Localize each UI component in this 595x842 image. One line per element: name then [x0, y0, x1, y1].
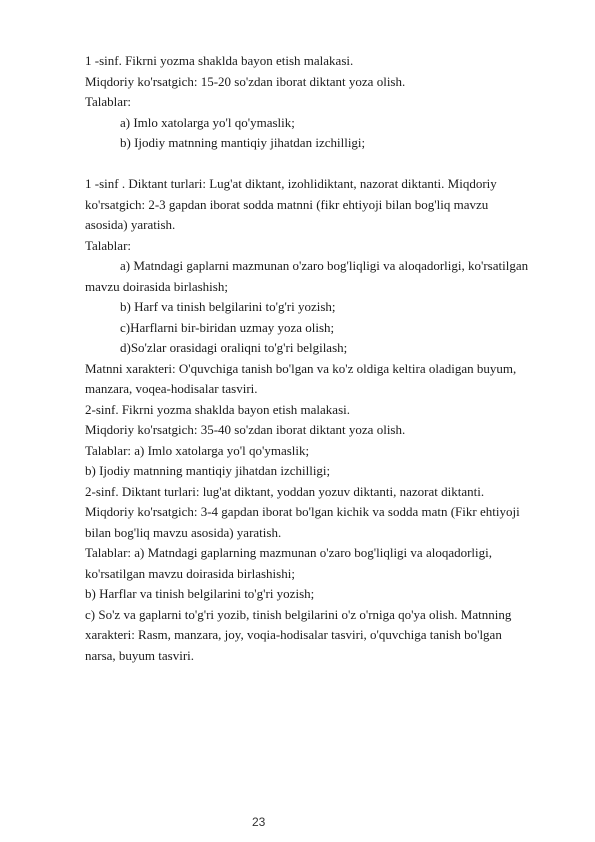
- list-item: a) Imlo xatolarga yo'l qo'ymaslik;: [120, 114, 295, 130]
- paragraph-line: Talablar: a) Imlo xatolarga yo'l qo'ymaslik;: [85, 442, 310, 458]
- paragraph-line: 2-sinf. Diktant turlari: lug'at diktant, yoddan yozuv diktanti, nazorat diktanti.: [85, 483, 485, 499]
- list-item: d)So'zlar orasidagi oraliqni to'g'ri belgilash;: [120, 340, 348, 355]
- list-item: c)Harflarni bir-biridan uzmay yoza olish;: [120, 319, 335, 335]
- list-item: b) Ijodiy matnning mantiqiy jihatdan izchilligi;: [120, 135, 366, 150]
- paragraph-line: bilan bog'liq mavzu asosida) yaratish.: [85, 524, 282, 540]
- paragraph-line: 1 -sinf. Fikrni yozma shaklda bayon etish malakasi.: [85, 53, 354, 68]
- paragraph-line: Miqdoriy ko'rsatgich: 35-40 so'zdan iborat diktant yoza olish.: [85, 422, 406, 437]
- list-item: a) Matndagi gaplarni mazmunan o'zaro bog'liqligi va aloqadorligi, ko'rsatilgan: [120, 258, 529, 273]
- paragraph-line: mavzu doirasida birlashish;: [85, 278, 228, 294]
- paragraph-line: ko'rsatilgan mavzu doirasida birlashishi;: [85, 565, 295, 581]
- paragraph-line: 2-sinf. Fikrni yozma shaklda bayon etish malakasi.: [85, 401, 351, 417]
- paragraph-line: Miqdoriy ko'rsatgich: 3-4 gapdan iborat bo'lgan kichik va sodda matn (Fikr ehtiyoji: [85, 504, 520, 519]
- blank-line: [85, 154, 565, 175]
- paragraph-line: Miqdoriy ko'rsatgich: 15-20 so'zdan iborat diktant yoza olish.: [85, 73, 406, 89]
- paragraph-line: manzara, voqea-hodisalar tasviri.: [85, 381, 258, 396]
- paragraph-line: b) Ijodiy matnning mantiqiy jihatdan izchilligi;: [85, 463, 331, 478]
- paragraph-line: Talablar: a) Matndagi gaplarning mazmunan o'zaro bog'liqligi va aloqadorligi,: [85, 545, 493, 560]
- page-number: 23: [252, 815, 266, 829]
- paragraph-line: 1 -sinf . Diktant turlari: Lug'at diktant, izohlidiktant, nazorat diktanti. Miqdoriy: [85, 176, 497, 191]
- paragraph-line: Talablar:: [85, 94, 132, 109]
- paragraph-line: b) Harflar va tinish belgilarini to'g'ri yozish;: [85, 586, 315, 601]
- paragraph-line: asosida) yaratish.: [85, 217, 176, 232]
- paragraph-line: ko'rsatgich: 2-3 gapdan iborat sodda matnni (fikr ehtiyoji bilan bog'liq mavzu: [85, 196, 489, 212]
- paragraph-line: xarakteri: Rasm, manzara, joy, voqia-hodisalar tasviri, o'quvchiga tanish bo'lgan: [85, 627, 502, 642]
- paragraph-line: Matnni xarakteri: O'quvchiga tanish bo'lgan va ko'z oldiga keltira oladigan buyum,: [85, 360, 517, 376]
- paragraph-line: c) So'z va gaplarni to'g'ri yozib, tinish belgilarini o'z o'rniga qo'ya olish. Matnning: [85, 606, 512, 622]
- list-item: b) Harf va tinish belgilarini to'g'ri yozish;: [120, 299, 336, 314]
- document-body: [85, 51, 565, 666]
- paragraph-line: narsa, buyum tasviri.: [85, 647, 195, 663]
- paragraph-line: Talablar:: [85, 237, 132, 253]
